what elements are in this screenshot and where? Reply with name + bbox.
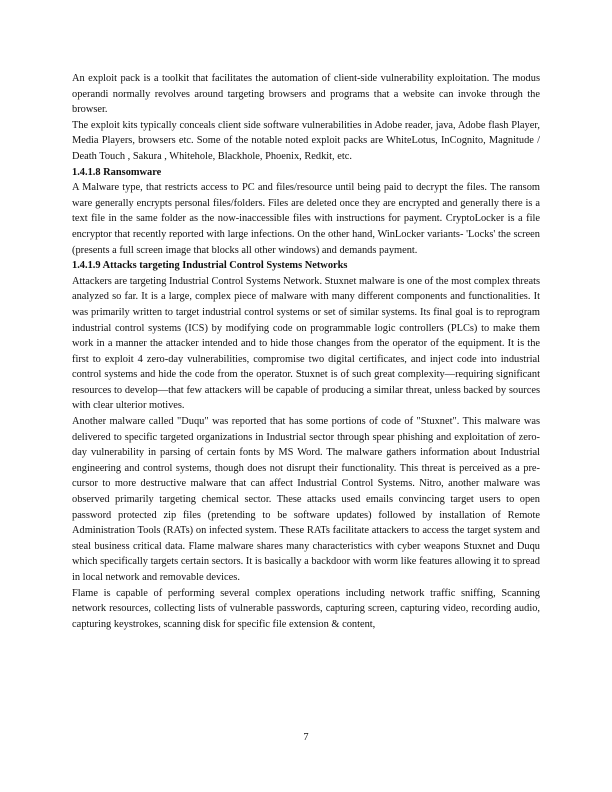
section-heading-ics-attacks: 1.4.1.9 Attacks targeting Industrial Control Systems Networks — [72, 260, 348, 272]
paragraph-exploit-kits: The exploit kits typically conceals client side software vulnerabilities in Adobe reader, java, Adobe flash Player, Media Players, browsers etc. Some of the notable noted exploit packs are WhiteLotus, InCognito, Magnitude / Death Touch , Sakura , Whitehole, Blackhole, Phoenix, Redkit, etc. — [72, 119, 540, 162]
paragraph-ransomware: A Malware type, that restricts access to PC and files/resource until being paid to decrypt the files. The ransom ware generally encrypts personal files/folders. Files are deleted once they are encrypted and generally there is a text file in the same folder as the now-inaccessible files with instructions for payment. CryptoLocker is a file encryptor that recently reported with large infections. On the other hand, WinLocker variants- 'Locks' the screen (presents a full screen image that blocks all other windows) and demands payment. — [72, 182, 540, 256]
paragraph-flame: Flame is capable of performing several complex operations including network traffic sniffing, Scanning network resources, collecting lists of vulnerable passwords, capturing screen, capturing video, recording audio, capturing keystrokes, scanning disk for specific file extension & content, — [72, 587, 540, 630]
paragraph-duqu: Another malware called "Duqu" was reported that has some portions of code of "Stuxnet". This malware was delivered to specific targeted organizations in Industrial sector through spear phishing and exploitation of zero-day vulnerability in parsing of certain fonts by MS Word. The malware gathers information about Industrial engineering and control systems, though does not disrupt their functionality. This threat is perceived as a pre-cursor to more destructive malware that can affect Industrial Control Systems. Nitro, another malware was observed primarily targeting chemical sector. These attacks used emails convincing target users to open password protected zip files (pretending to be software updates) followed by installation of Remote Administration Tools (RATs) on infected system. These RATs facilitate attackers to access the target system and steal business critical data. Flame malware shares many characteristics with cyber weapons Stuxnet and Duqu which specifically targets certain sectors. It is basically a backdoor with worm like features allowing it to spread in local network and removable devices. — [72, 416, 540, 583]
document-body — [72, 71, 540, 632]
paragraph-exploit-pack: An exploit pack is a toolkit that facilitates the automation of client-side vulnerability exploitation. The modus operandi normally revolves around targeting browsers and programs that a website can invoke through the browser. — [72, 73, 540, 116]
paragraph-stuxnet: Attackers are targeting Industrial Control Systems Network. Stuxnet malware is one of the most complex threats analyzed so far. It is a large, complex piece of malware with many different components and functionalities. It was primarily written to target industrial control systems or set of similar systems. Its final goal is to reprogram industrial control systems (ICS) by modifying code on programmable logic controllers (PLCs) to make them work in a manner the attacker intended and to hide those changes from the operator of the equipment. It is the first to exploit 4 zero-day vulnerabilities, compromise two digital certificates, and inject code into industrial control systems and hide the code from the operator. Stuxnet is of such great complexity—requiring significant resources to develop—that few attackers will be capable of producing a similar threat, unless backed by sources with clear ulterior motives. — [72, 275, 540, 412]
section-heading-ransomware: 1.4.1.8 Ransomware — [72, 166, 162, 178]
page-number: 7 — [303, 732, 309, 743]
